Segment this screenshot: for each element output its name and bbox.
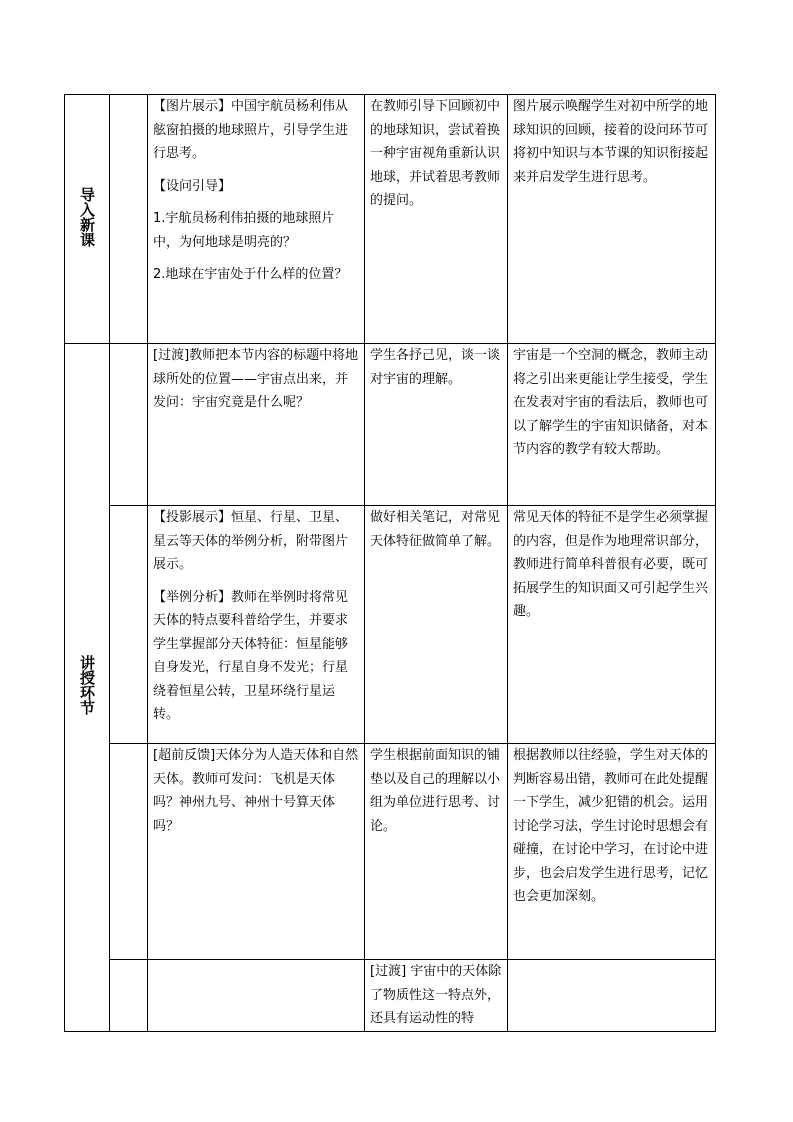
student-activity-cell xyxy=(365,744,508,960)
student-activity-cell xyxy=(365,506,508,744)
teacher-activity-cell xyxy=(365,960,508,1032)
table-row xyxy=(65,744,716,960)
teacher-activity-text: 【举例分析】教师在举例时将常见天体的特点要科普给学生，并要求学生掌握部分天体特征：恒星能够自身发光，行星自身不发光；行星绕着恒星公转，卫星环绕行星运转。 xyxy=(153,589,349,722)
teacher-activity-text: 【图片展示】中国宇航员杨利伟从舷窗拍摄的地球照片，引导学生进行思考。 xyxy=(153,99,349,161)
stage-cell-intro xyxy=(65,95,110,344)
stage-label: 讲授环节 xyxy=(78,655,96,716)
teacher-activity-text: 【投影展示】恒星、行星、卫星、星云等天体的举例分析，附带图片展示。 xyxy=(153,510,349,572)
teacher-activity-text: [超前反馈]天体分为人造天体和自然天体。教师可发问：飞机是天体吗？神州九号、神州十号算天体吗？ xyxy=(153,748,359,834)
table-row xyxy=(65,95,716,344)
empty-cell xyxy=(148,960,365,1032)
student-activity-text: 做好相关笔记，对常见天体特征做简单了解。 xyxy=(370,510,501,549)
student-activity-cell xyxy=(365,344,508,506)
student-activity-cell xyxy=(508,960,716,1032)
empty-cell xyxy=(110,960,148,1032)
stage-cell-lecture xyxy=(65,344,110,1032)
table-row xyxy=(65,344,716,506)
table-row xyxy=(65,506,716,744)
teacher-activity-cell xyxy=(148,744,365,960)
student-activity-text: 学生根据前面知识的铺垫以及自己的理解以小组为单位进行思考、讨论。 xyxy=(370,748,501,834)
table-row xyxy=(65,960,716,1032)
student-activity-text: 在教师引导下回顾初中的地球知识，尝试着换一种宇宙视角重新认识地球，并试着思考教师的提问。 xyxy=(370,99,501,208)
teacher-activity-cell xyxy=(148,95,365,344)
empty-cell xyxy=(110,506,148,744)
student-activity-text: 学生各抒己见，谈一谈对宇宙的理解。 xyxy=(370,348,501,387)
empty-cell xyxy=(110,744,148,960)
lesson-plan-table xyxy=(64,94,716,1032)
teacher-activity-cell xyxy=(148,344,365,506)
teacher-activity-text: 2.地球在宇宙处于什么样的位置？ xyxy=(153,267,348,282)
student-activity-cell xyxy=(365,95,508,344)
teacher-activity-text: 【设问引导】 xyxy=(153,178,232,194)
teacher-activity-text: 1.宇航员杨利伟拍摄的地球照片中，为何地球是明亮的？ xyxy=(153,211,335,250)
empty-cell xyxy=(110,95,148,344)
design-intent-text: 图片展示唤醒学生对初中所学的地球知识的回顾，接着的设问环节可将初中知识与本节课的知识衔接起来并启发学生进行思考。 xyxy=(513,99,709,185)
teacher-activity-cell xyxy=(148,506,365,744)
design-intent-cell xyxy=(508,744,716,960)
teacher-activity-text: [过渡]教师把本节内容的标题中将地球所处的位置——宇宙点出来，并发问：宇宙究竟是什么呢？ xyxy=(153,348,359,410)
design-intent-cell xyxy=(508,344,716,506)
empty-cell xyxy=(110,344,148,506)
design-intent-cell xyxy=(508,95,716,344)
design-intent-cell xyxy=(508,506,716,744)
design-intent-text: 宇宙是一个空洞的概念，教师主动将之引出来更能让学生接受，学生在发表对宇宙的看法后，教师也可以了解学生的宇宙知识储备，对本节内容的教学有较大帮助。 xyxy=(513,348,709,457)
stage-label: 导入新课 xyxy=(78,187,96,247)
design-intent-text: 常见天体的特征不是学生必须掌握的内容，但是作为地理常识部分，教师进行简单科普很有必要，既可拓展学生的知识面又可引起学生兴趣。 xyxy=(513,510,709,619)
teacher-activity-text: [过渡] 宇宙中的天体除了物质性这一特点外，还具有运动性的特 xyxy=(370,964,502,1026)
design-intent-text: 根据教师以往经验，学生对天体的判断容易出错，教师可在此处提醒一下学生，减少犯错的机会。运用讨论学习法，学生讨论时思想会有碰撞，在讨论中学习，在讨论中进步，也会启发学生进行思考，记忆也会更加深刻。 xyxy=(513,748,709,904)
